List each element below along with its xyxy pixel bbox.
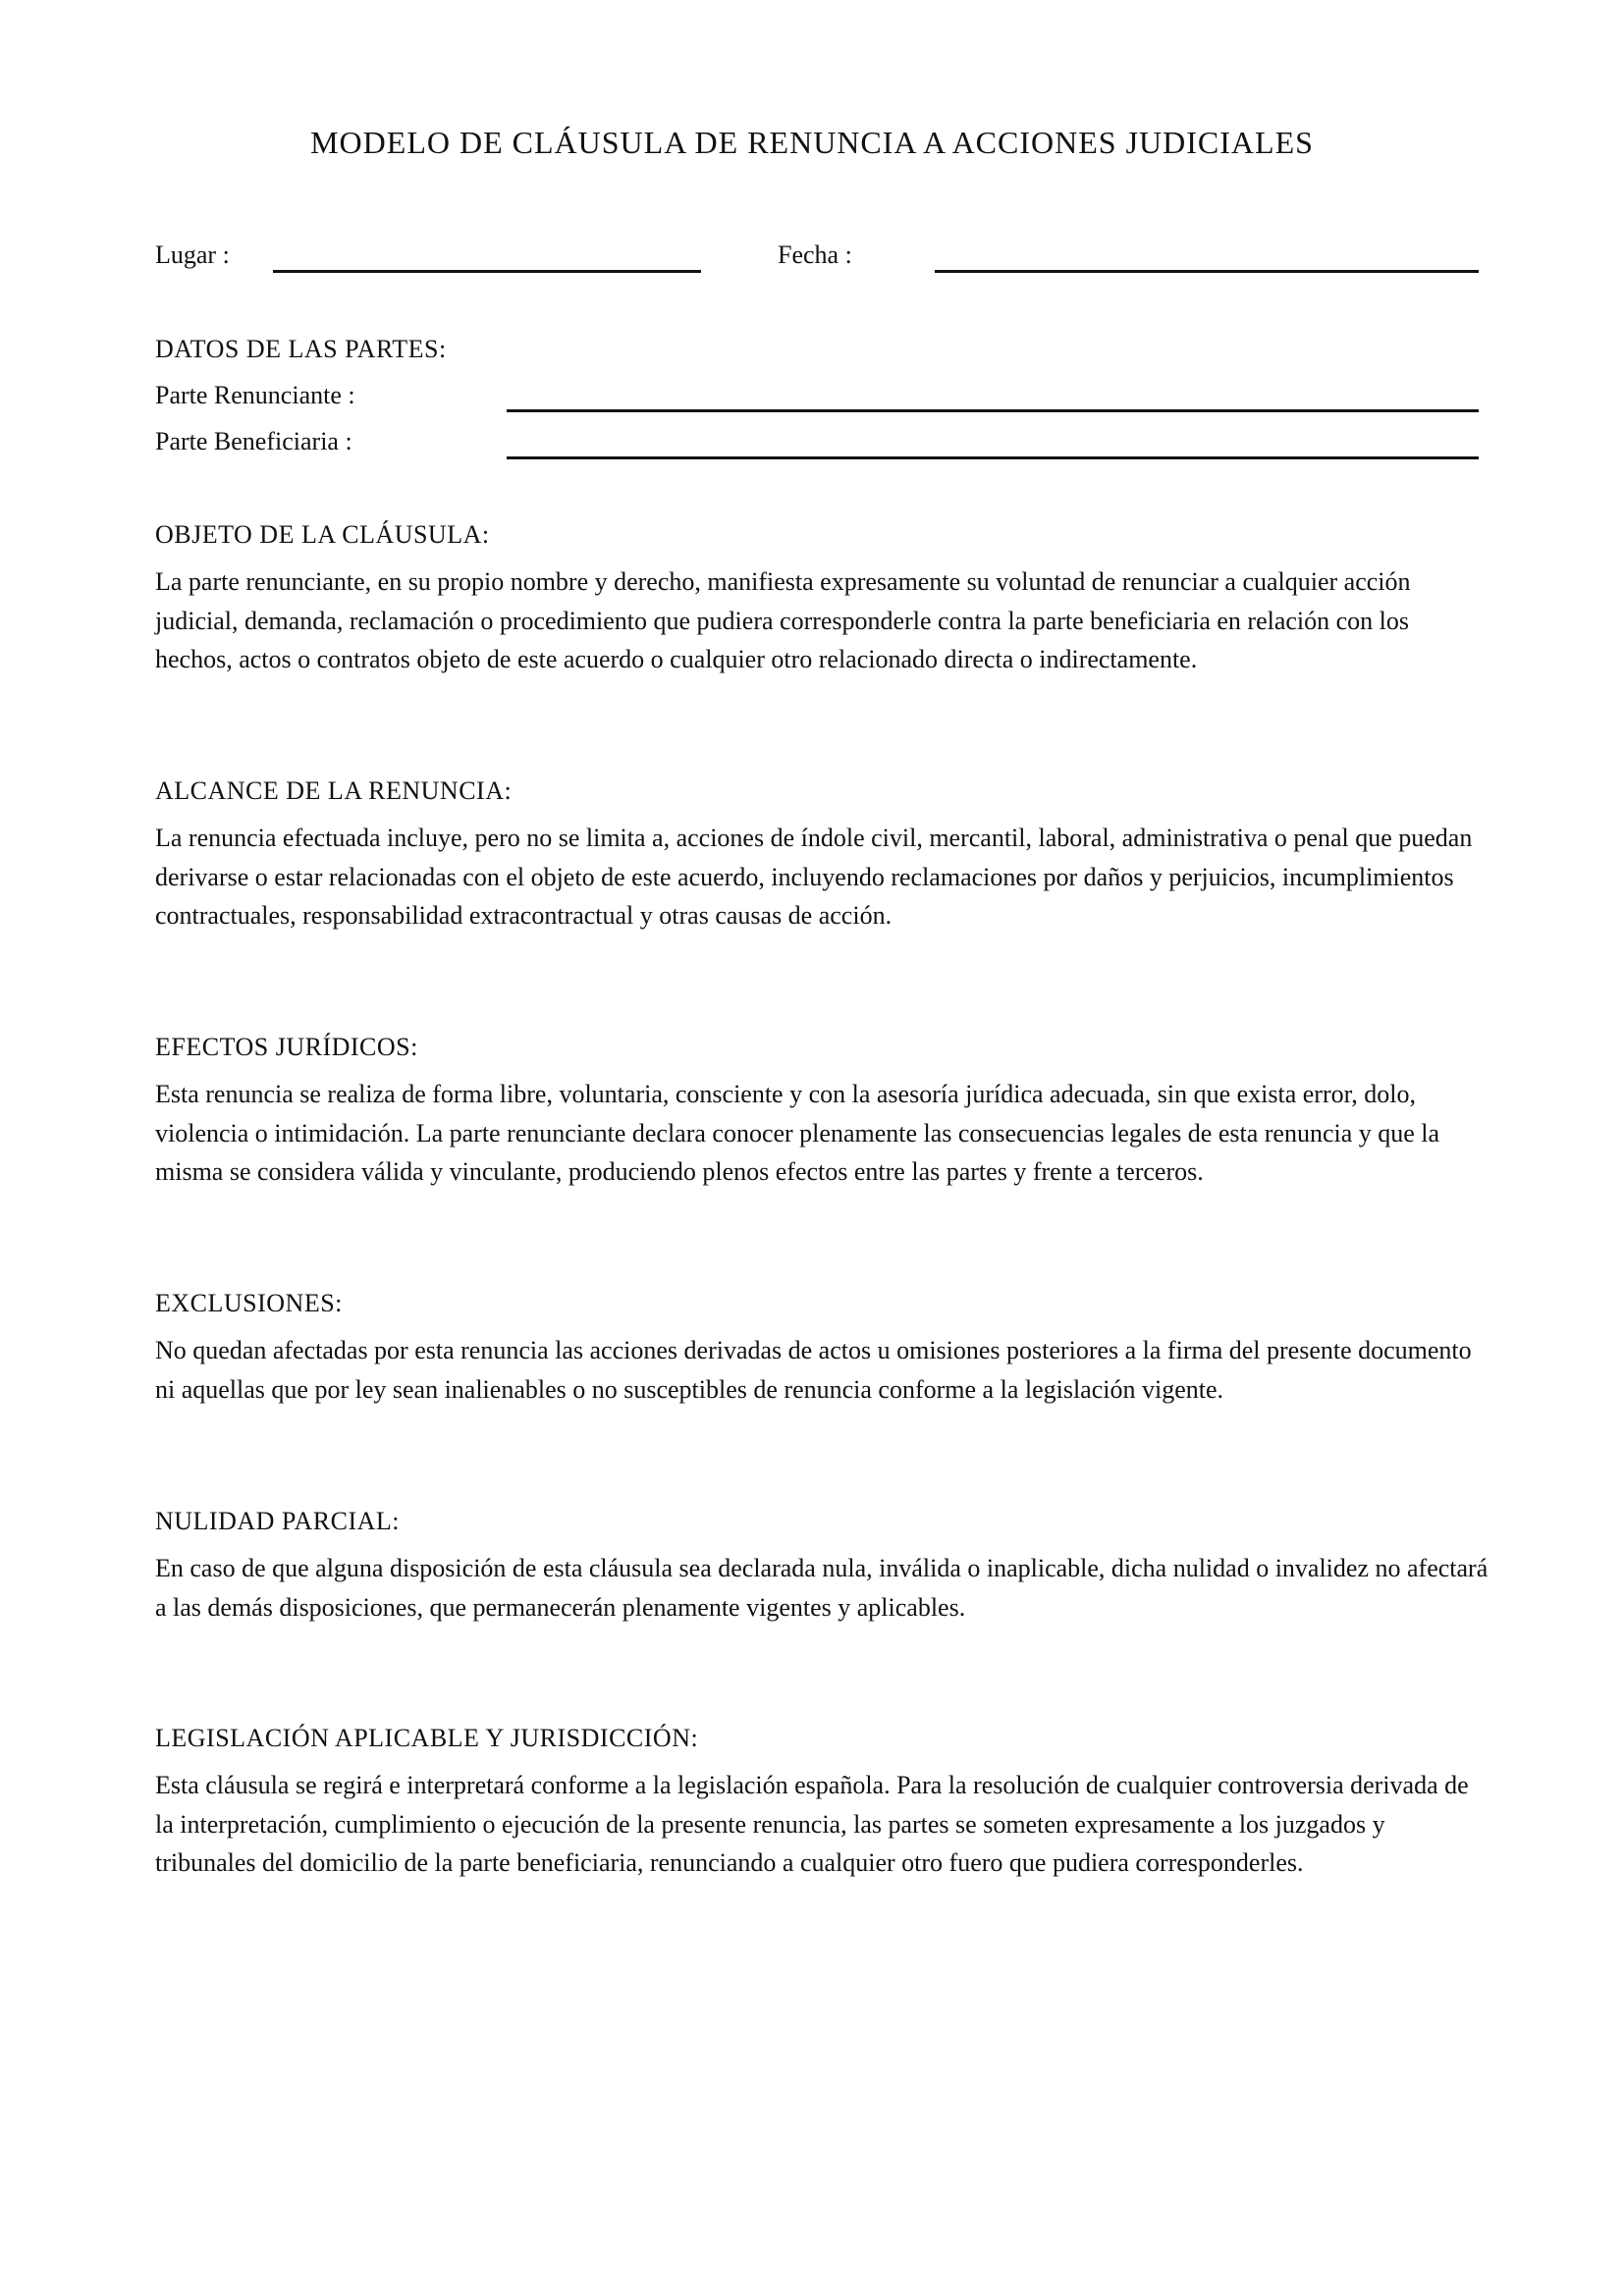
section-objeto-heading: OBJETO DE LA CLÁUSULA: bbox=[155, 520, 490, 549]
section-alcance-heading: ALCANCE DE LA RENUNCIA: bbox=[155, 776, 513, 805]
section-efectos-body: Esta renuncia se realiza de forma libre, voluntaria, consciente y con la asesoría jurídica adecuada, sin que exista error, dolo, violencia o intimidación. La parte renunciante declara conocer plenamente las consecuencias legales de esta renuncia y que la misma se considera válida y vinculante, produciendo plenos efectos entre las partes y frente a terceros. bbox=[155, 1080, 1440, 1186]
section-exclusiones-body: No quedan afectadas por esta renuncia las acciones derivadas de actos u omisiones posteriores a la firma del presente documento ni aquellas que por ley sean inalienables o no susceptibles de renuncia conforme a la legislación vigente. bbox=[155, 1336, 1472, 1404]
section-exclusiones-heading: EXCLUSIONES: bbox=[155, 1289, 343, 1317]
fecha-blank-line[interactable] bbox=[935, 270, 1479, 273]
document-title: MODELO DE CLÁUSULA DE RENUNCIA A ACCIONES JUDICIALES bbox=[310, 125, 1314, 160]
section-efectos-heading: EFECTOS JURÍDICOS: bbox=[155, 1033, 418, 1061]
renunciante-label: Parte Renunciante : bbox=[155, 381, 355, 409]
beneficiaria-blank-line[interactable] bbox=[507, 456, 1479, 459]
beneficiaria-label: Parte Beneficiaria : bbox=[155, 427, 352, 455]
lugar-label: Lugar : bbox=[155, 240, 230, 269]
section-nulidad-heading: NULIDAD PARCIAL: bbox=[155, 1507, 400, 1535]
fecha-label: Fecha : bbox=[778, 240, 852, 269]
parties-heading: DATOS DE LAS PARTES: bbox=[155, 335, 447, 363]
section-alcance-body: La renuncia efectuada incluye, pero no se limita a, acciones de índole civil, mercantil, laboral, administrativa o penal que puedan derivarse o estar relacionadas con el objeto de este acuerdo, incluyendo reclamaciones por daños y perjuicios, incumplimientos contractuales, responsabilidad extracontractual y otras causas de acción. bbox=[155, 824, 1473, 930]
section-legislacion-heading: LEGISLACIÓN APLICABLE Y JURISDICCIÓN: bbox=[155, 1724, 699, 1752]
section-objeto-body: La parte renunciante, en su propio nombre y derecho, manifiesta expresamente su voluntad de renunciar a cualquier acción judicial, demanda, reclamación o procedimiento que pudiera corresponderle contra la parte beneficiaria en relación con los hechos, actos o contratos objeto de este acuerdo o cualquier otro relacionado directa o indirectamente. bbox=[155, 567, 1411, 673]
lugar-blank-line[interactable] bbox=[273, 270, 701, 273]
section-nulidad-body: En caso de que alguna disposición de esta cláusula sea declarada nula, inválida o inaplicable, dicha nulidad o invalidez no afectará a las demás disposiciones, que permanecerán plenamente vigentes y aplicables. bbox=[155, 1554, 1489, 1622]
renunciante-blank-line[interactable] bbox=[507, 409, 1479, 412]
section-legislacion-body: Esta cláusula se regirá e interpretará conforme a la legislación española. Para la resolución de cualquier controversia derivada de la interpretación, cumplimiento o ejecución de la presente renuncia, las partes se someten expresamente a los juzgados y tribunales del domicilio de la parte beneficiaria, renunciando a cualquier otro fuero que pudiera corresponderles. bbox=[155, 1771, 1469, 1877]
